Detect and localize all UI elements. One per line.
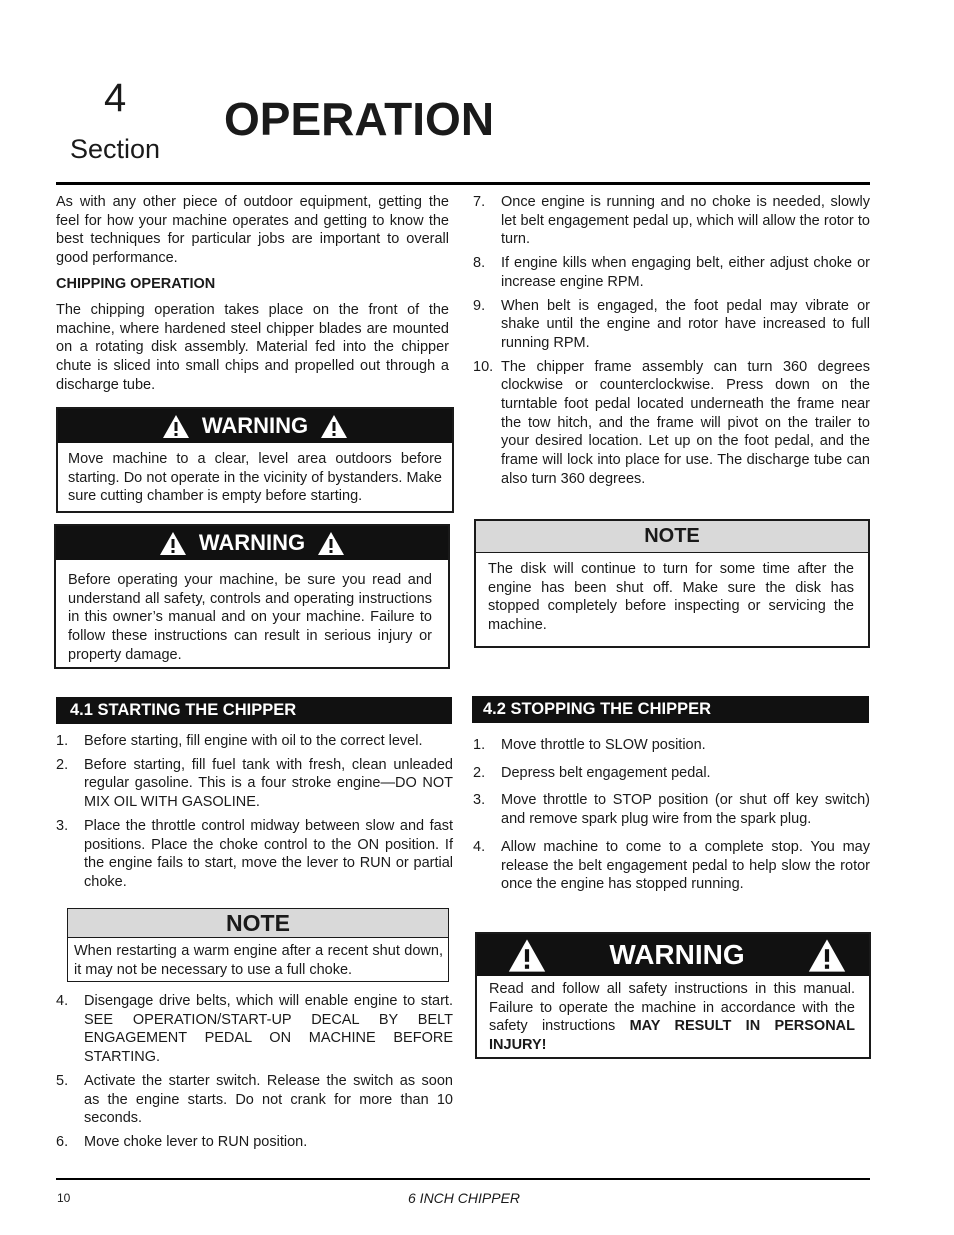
section-label: Section bbox=[70, 134, 161, 164]
warning-box-3 bbox=[475, 932, 871, 1059]
page-number: 10 bbox=[57, 1191, 71, 1205]
intro-paragraph: As with any other piece of outdoor equipment, getting the feel for how your machine operates and getting to know the best techniques for particular jobs are important to overall good performance. bbox=[56, 194, 449, 267]
section-heading-4-2: 4.2 STOPPING THE CHIPPER bbox=[472, 696, 869, 723]
list-item: 4. Disengage drive belts, which will enable engine to start. SEE OPERATION/START-UP DECAL BY BELT ENGAGEMENT PEDAL ON MACHINE BEFORE STARTING. bbox=[56, 993, 453, 1066]
list-item: 1. Move throttle to SLOW position. bbox=[473, 737, 706, 753]
warning-text-3: Read and follow all safety instructions in this manual. Failure to operate the machine in accordance with the safety instructions MAY RESULT IN PERSONAL INJURY! bbox=[489, 981, 856, 1054]
note-box-2 bbox=[67, 908, 449, 982]
warning-icon bbox=[162, 414, 190, 439]
header-rule bbox=[56, 182, 870, 185]
warning-label-1: WARNING bbox=[201, 413, 309, 438]
warning-box-2 bbox=[54, 524, 450, 669]
footer-title: 6 INCH CHIPPER bbox=[408, 1190, 521, 1206]
page-title: OPERATION bbox=[224, 93, 495, 145]
warning-header-2 bbox=[56, 526, 448, 560]
list-item: 5. Activate the starter switch. Release the switch as soon as the engine starts. Do not crank for more than 10 seconds. bbox=[56, 1072, 453, 1127]
note-text-2: When restarting a warm engine after a recent shut down, it may not be necessary to use a full choke. bbox=[74, 943, 443, 978]
list-item: 3. Move throttle to STOP position (or shut off key switch) and remove spark plug wire from the spark plug. bbox=[473, 792, 870, 828]
list-item: 8. If engine kills when engaging belt, either adjust choke or increase engine RPM. bbox=[473, 255, 870, 290]
warning-box-1 bbox=[56, 407, 454, 513]
warning-icon bbox=[320, 414, 348, 439]
list-item: 2. Depress belt engagement pedal. bbox=[473, 764, 711, 781]
section-heading-4-1: 4.1 STARTING THE CHIPPER bbox=[56, 697, 452, 724]
section-number: 4 bbox=[104, 76, 127, 120]
warning-icon bbox=[159, 531, 187, 556]
warning-label-3: WARNING bbox=[609, 939, 745, 970]
list-item: 7. Once engine is running and no choke is needed, slowly let belt engagement pedal up, which will allow the rotor to turn. bbox=[473, 194, 870, 248]
note-box-1 bbox=[474, 519, 870, 648]
chipping-paragraph: The chipping operation takes place on the front of the machine, where hardened steel chipper blades are mounted on a rotating disk assembly. Material fed into the chipper chute is sliced into small chips and propelled out through a discharge tube. bbox=[56, 302, 449, 393]
list-item: 3. Place the throttle control midway between slow and fast positions. Place the choke control to the ON position. If the engine fails to start, move the lever to RUN or partial choke. bbox=[56, 817, 453, 890]
warning-text-1: Move machine to a clear, level area outdoors before starting. Do not operate in the vicinity of bystanders. Make sure cutting chamber is empty before starting. bbox=[68, 451, 442, 505]
list-item: 10. The chipper frame assembly can turn 360 degrees clockwise or counterclockwise. Press down on the turntable foot pedal located underneath the frame near the tow hitch, and the frame will pivot on the trailer to your desired location. Let up on the foot pedal, and the frame will lock into place for use. The discharge tube can also turn 360 degrees. bbox=[473, 358, 870, 487]
warning-label-2: WARNING bbox=[198, 530, 306, 555]
operation-steps-list bbox=[473, 193, 870, 489]
list-item: 2. Before starting, fill fuel tank with fresh, clean unleaded regular gasoline. This is a four stroke engine—DO NOT MIX OIL WITH GASOLINE. bbox=[56, 756, 453, 811]
note-header-1: NOTE bbox=[476, 521, 868, 553]
list-item: 6. Move choke lever to RUN position. bbox=[56, 1133, 308, 1150]
note-header-2: NOTE bbox=[68, 909, 448, 938]
warning-header-3 bbox=[477, 934, 869, 976]
starting-steps-list-a bbox=[56, 732, 453, 892]
warning-icon bbox=[507, 938, 547, 973]
warning-icon bbox=[807, 938, 847, 973]
chipping-heading: CHIPPING OPERATION bbox=[56, 276, 216, 292]
warning-icon bbox=[317, 531, 345, 556]
list-item: 1. Before starting, fill engine with oil to the correct level. bbox=[56, 733, 423, 749]
warning-text-2: Before operating your machine, be sure you read and understand all safety, controls and operating instructions in this owner’s manual and on your machine. Failure to follow these instructions can result in serious injury or property damage. bbox=[68, 572, 432, 663]
footer-rule bbox=[56, 1178, 870, 1180]
list-item: 4. Allow machine to come to a complete stop. You may release the belt engagement pedal to help slow the rotor once the engine has stopped running. bbox=[473, 838, 870, 893]
note-text-1: The disk will continue to turn for some time after the engine has been shut off. Make sure the disk has stopped completely before inspecting or servicing the machine. bbox=[488, 561, 854, 634]
stopping-steps-list bbox=[473, 736, 870, 894]
starting-steps-list-b bbox=[56, 992, 453, 1152]
warning-header-1 bbox=[58, 409, 452, 443]
list-item: 9. When belt is engaged, the foot pedal may vibrate or shake until the engine and rotor have increased to full running RPM. bbox=[473, 297, 870, 351]
